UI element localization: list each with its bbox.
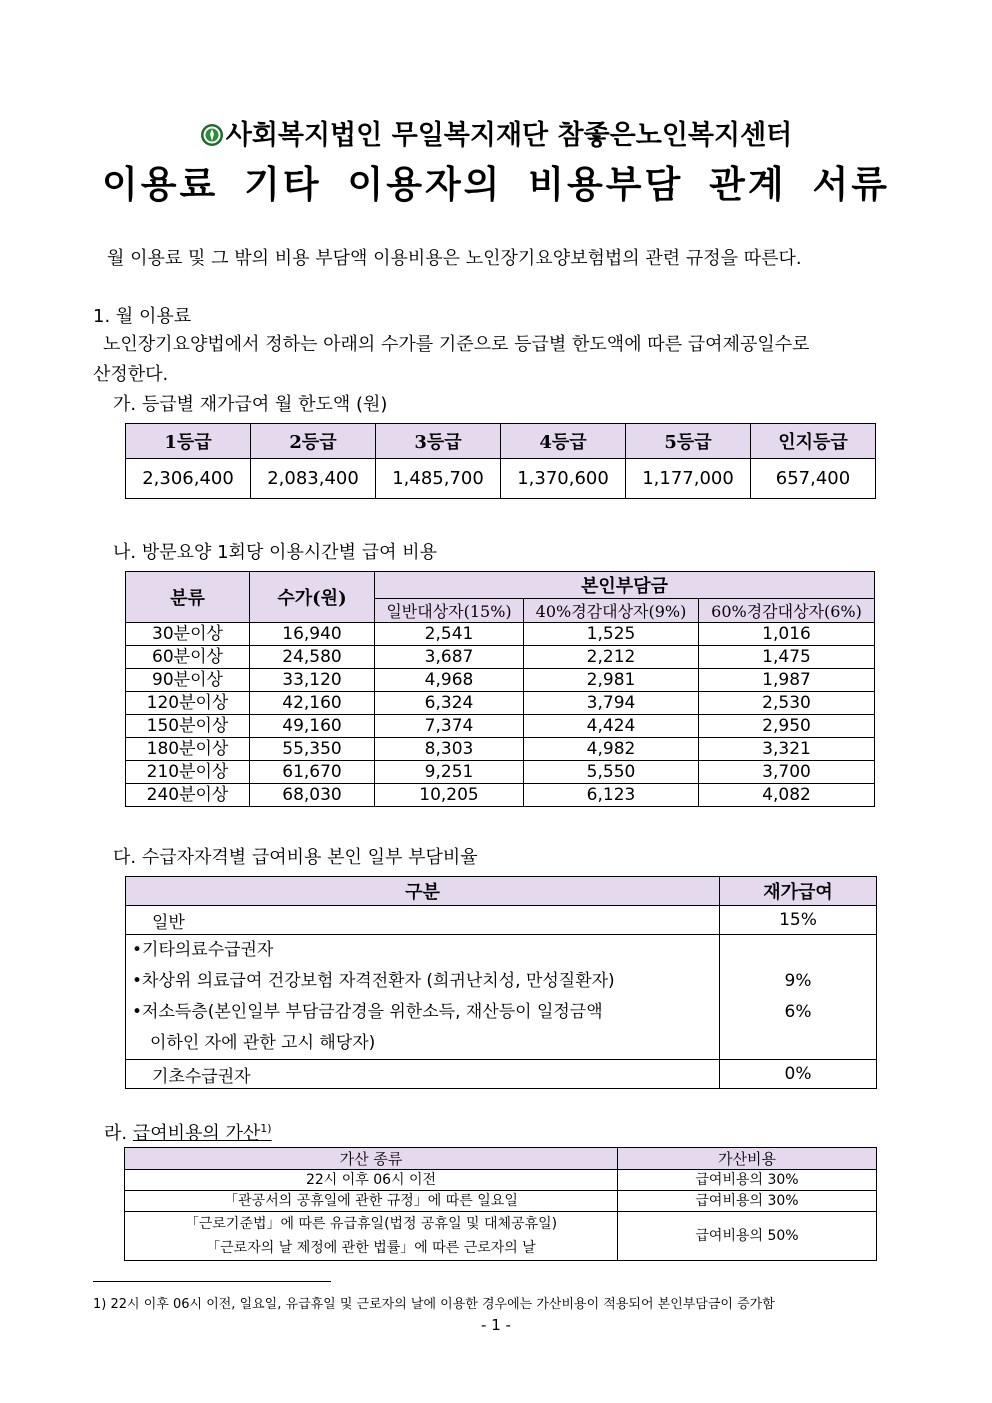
fee-cell: 42,160 (250, 692, 375, 715)
table-row (125, 1191, 877, 1212)
general-cell: 4,968 (375, 669, 524, 692)
fee-cell: 24,580 (250, 646, 375, 669)
general-cell: 8,303 (375, 738, 524, 761)
time-cell: 240분이상 (126, 784, 250, 807)
reduced-60-cell: 3,700 (699, 761, 875, 784)
monthly-limit-table (125, 423, 876, 499)
reduced-ratio-9: 9% (784, 971, 812, 991)
reduced-ratio-cell (720, 935, 877, 1060)
home-benefit-header: 재가급여 (720, 877, 877, 906)
reduced-60-cell: 3,321 (699, 738, 875, 761)
limit-value: 1,485,700 (376, 459, 501, 499)
table-row (126, 646, 875, 669)
reduced-60-cell: 1,016 (699, 623, 875, 646)
table-row (126, 459, 876, 499)
eligibility-line: •저소득층(본인일부 부담금감경을 위한소득, 재산등이 일정금액 (132, 1002, 603, 1022)
table-header-row (126, 424, 876, 459)
general-cell: 3,687 (375, 646, 524, 669)
time-cell: 120분이상 (126, 692, 250, 715)
general-cell: 2,541 (375, 623, 524, 646)
copay-ratio-table (125, 876, 877, 1089)
time-cell: 30분이상 (126, 623, 250, 646)
copay-header: 본인부담금 (375, 572, 875, 599)
table-caption-ra (104, 1119, 272, 1145)
time-cell: 60분이상 (126, 646, 250, 669)
reduced-40-cell: 5,550 (524, 761, 699, 784)
table-row (126, 738, 875, 761)
limit-value: 657,400 (751, 459, 876, 499)
surcharge-type: 22시 이후 06시 이전 (125, 1170, 618, 1191)
reduced-60-header: 60%경감대상자(6%) (699, 599, 875, 623)
surcharge-type (125, 1212, 618, 1261)
limit-value: 1,177,000 (626, 459, 751, 499)
fee-cell: 61,670 (250, 761, 375, 784)
table-row (126, 669, 875, 692)
section-description-line1: 노인장기요양법에서 정하는 아래의 수가를 기준으로 등급별 한도액에 따른 급여제공일수로 (103, 334, 810, 355)
reduced-40-header: 40%경감대상자(9%) (524, 599, 699, 623)
category-header: 분류 (126, 572, 250, 623)
table-row (126, 906, 877, 935)
table-row (126, 692, 875, 715)
table-row (125, 1212, 877, 1261)
organization-name-text: 사회복지법인 무일복지재단 참좋은노인복지센터 (225, 120, 793, 151)
page-title: 이용료 기타 이용자의 비용부담 관계 서류 (101, 162, 891, 206)
section-heading: 1. 월 이용료 (93, 306, 192, 327)
reduced-40-cell: 1,525 (524, 623, 699, 646)
surcharge-type: 「관공서의 공휴일에 관한 규정」에 따른 일요일 (125, 1191, 618, 1212)
visit-care-fee-table (125, 571, 875, 807)
reduced-40-cell: 4,982 (524, 738, 699, 761)
reduced-40-cell: 2,212 (524, 646, 699, 669)
eligibility-line: •기타의료수급권자 (132, 940, 274, 960)
table-caption-na: 나. 방문요양 1회당 이용시간별 급여 비용 (113, 542, 437, 563)
type-header: 구분 (126, 877, 720, 906)
time-cell: 150분이상 (126, 715, 250, 738)
general-cell: 6,324 (375, 692, 524, 715)
reduced-60-cell: 2,530 (699, 692, 875, 715)
fee-cell: 33,120 (250, 669, 375, 692)
general-label: 일반 (126, 906, 720, 935)
limit-value: 1,370,600 (501, 459, 626, 499)
grade-header: 5등급 (626, 424, 751, 459)
footnote-text: 1) 22시 이후 06시 이전, 일요일, 유급휴일 및 근로자의 날에 이용한 경우에는 가산비용이 적용되어 본인부담금이 증가함 (93, 1297, 775, 1312)
reduced-60-cell: 1,475 (699, 646, 875, 669)
intro-text: 월 이용료 및 그 밖의 비용 부담액 이용비용은 노인장기요양보험법의 관련 규정을 따른다. (107, 248, 802, 269)
table-row (126, 784, 875, 807)
grade-header: 4등급 (501, 424, 626, 459)
eligibility-line: •차상위 의료급여 건강보험 자격전환자 (희귀난치성, 만성질환자) (132, 971, 615, 991)
limit-value: 2,083,400 (251, 459, 376, 499)
grade-header: 3등급 (376, 424, 501, 459)
table-row (126, 623, 875, 646)
surcharge-cost: 급여비용의 30% (618, 1191, 877, 1212)
caption-text (133, 1123, 272, 1144)
page-number: - 1 - (481, 1316, 511, 1334)
grade-header: 2등급 (251, 424, 376, 459)
fee-cell: 68,030 (250, 784, 375, 807)
surcharge-type-line: 「근로자의 날 제정에 관한 법률」에 따른 근로자의 날 (206, 1240, 536, 1256)
surcharge-type-header: 가산 종류 (125, 1148, 618, 1170)
surcharge-table (124, 1147, 877, 1261)
surcharge-cost-header: 가산비용 (618, 1148, 877, 1170)
basic-recipient-label: 기초수급권자 (126, 1060, 720, 1089)
general-cell: 7,374 (375, 715, 524, 738)
surcharge-type-line: 「근로기준법」에 따른 유급휴일(법정 공휴일 및 대체공휴일) (184, 1216, 558, 1232)
reduced-40-cell: 2,981 (524, 669, 699, 692)
caption-label: 급여비용의 가산 (132, 1123, 261, 1144)
reduced-ratio-6: 6% (784, 1002, 812, 1022)
surcharge-cost: 급여비용의 30% (618, 1170, 877, 1191)
reduced-40-cell: 6,123 (524, 784, 699, 807)
surcharge-cost: 급여비용의 50% (618, 1212, 877, 1261)
general-cell: 10,205 (375, 784, 524, 807)
general-ratio: 15% (720, 906, 877, 935)
organization-logo-icon (200, 123, 224, 147)
organization-name (0, 113, 992, 152)
basic-recipient-ratio: 0% (720, 1060, 877, 1089)
grade-header: 1등급 (126, 424, 251, 459)
eligibility-line: 이하인 자에 관한 고시 해당자) (150, 1033, 376, 1053)
general-cell: 9,251 (375, 761, 524, 784)
table-row (126, 715, 875, 738)
reduced-60-cell: 4,082 (699, 784, 875, 807)
reduced-60-cell: 1,987 (699, 669, 875, 692)
table-row (126, 1060, 877, 1089)
fee-cell: 16,940 (250, 623, 375, 646)
table-row (125, 1170, 877, 1191)
table-row (126, 935, 877, 1060)
fee-header: 수가(원) (250, 572, 375, 623)
table-row (126, 761, 875, 784)
time-cell: 210분이상 (126, 761, 250, 784)
reduced-eligibility-cell (126, 935, 720, 1060)
general-copay-header: 일반대상자(15%) (375, 599, 524, 623)
footnote-marker[interactable]: 1) (260, 1122, 272, 1135)
fee-cell: 49,160 (250, 715, 375, 738)
time-cell: 90분이상 (126, 669, 250, 692)
reduced-40-cell: 4,424 (524, 715, 699, 738)
reduced-40-cell: 3,794 (524, 692, 699, 715)
table-caption-ga: 가. 등급별 재가급여 월 한도액 (원) (113, 394, 388, 415)
caption-prefix: 라. (104, 1123, 128, 1144)
time-cell: 180분이상 (126, 738, 250, 761)
limit-value: 2,306,400 (126, 459, 251, 499)
section-description-line2: 산정한다. (93, 364, 169, 385)
reduced-60-cell: 2,950 (699, 715, 875, 738)
footnote-divider (93, 1281, 331, 1282)
fee-cell: 55,350 (250, 738, 375, 761)
grade-header: 인지등급 (751, 424, 876, 459)
table-caption-da: 다. 수급자자격별 급여비용 본인 일부 부담비율 (113, 847, 478, 868)
